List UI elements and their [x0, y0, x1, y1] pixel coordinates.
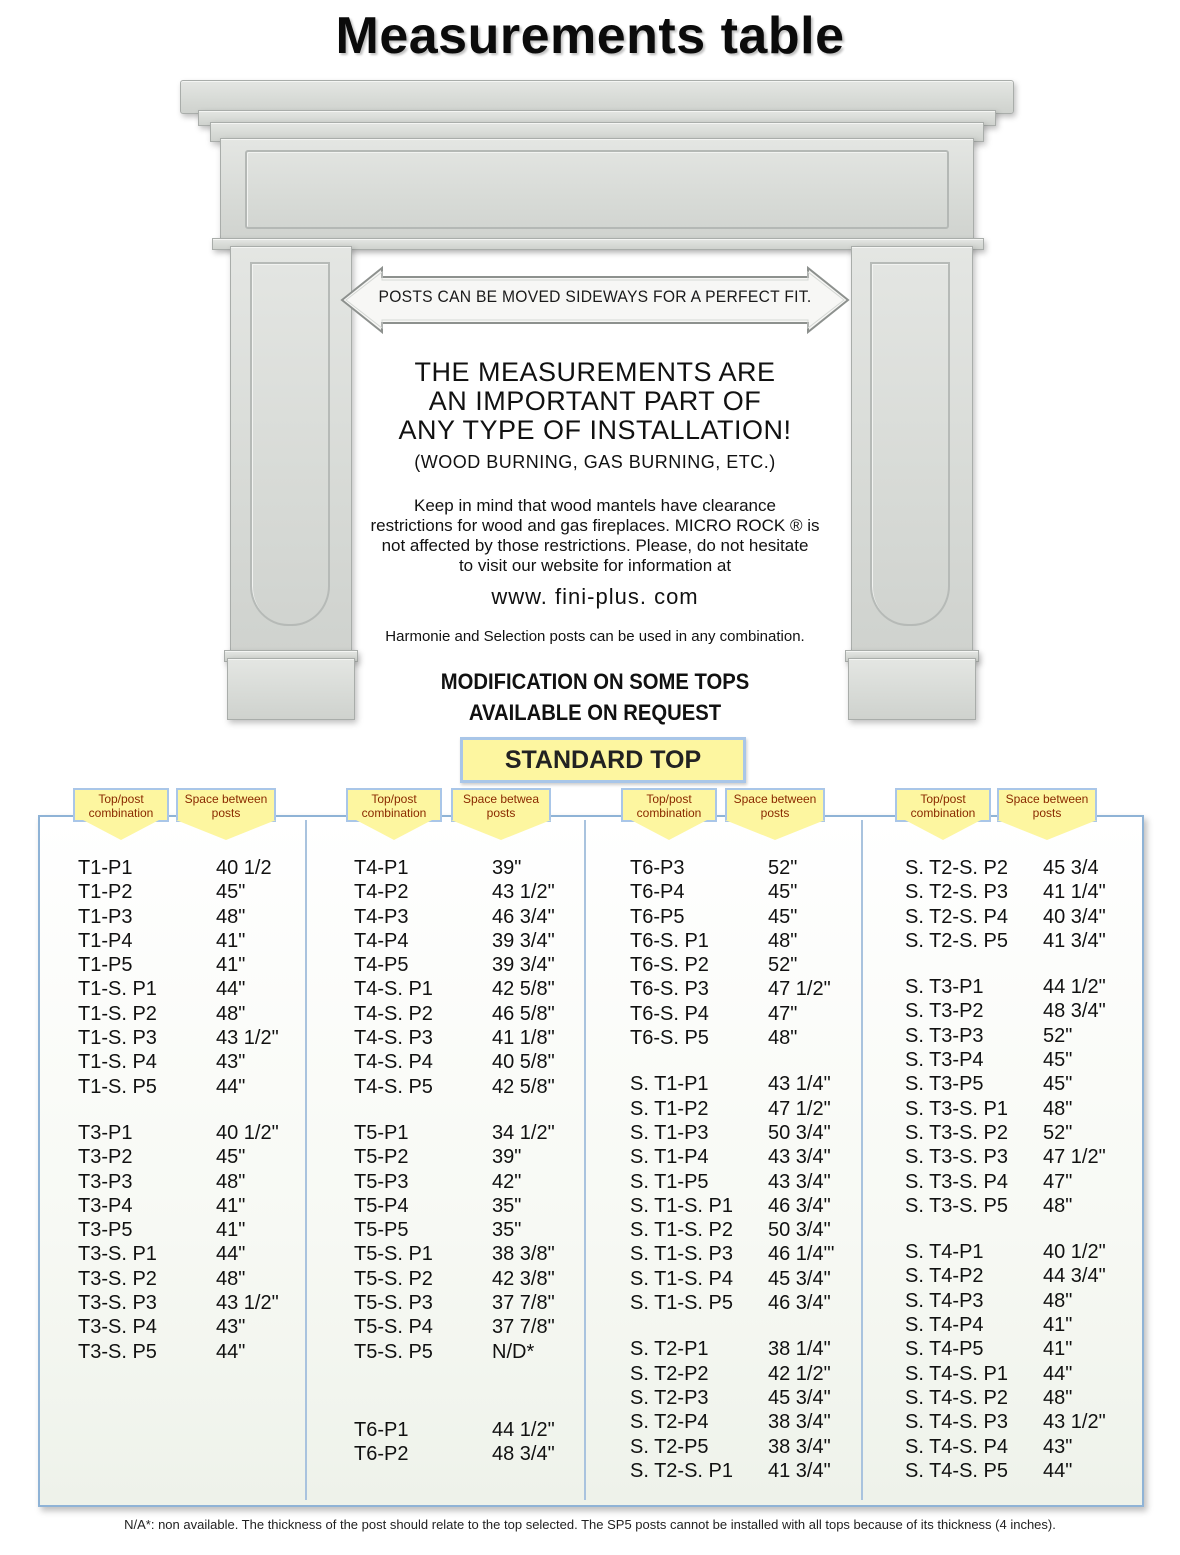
- combination-code: T4-S. P5: [354, 1075, 433, 1098]
- space-value: 48": [216, 1267, 246, 1290]
- clearance-paragraph: [340, 496, 850, 576]
- space-value: 41": [1043, 1314, 1073, 1337]
- double-arrow-banner: [340, 265, 850, 335]
- combination-code: T6-S. P2: [630, 954, 709, 977]
- space-value: 52": [1043, 1121, 1073, 1144]
- combination-code: T4-S. P2: [354, 1002, 433, 1025]
- header-arrow: [631, 820, 707, 840]
- space-value: 37 7/8": [492, 1292, 555, 1315]
- header-space-between: Space between posts: [997, 788, 1097, 822]
- space-value: 41 1/4": [1043, 881, 1106, 904]
- header-space-between: Space between posts: [725, 788, 825, 822]
- header-arrow: [451, 820, 551, 840]
- page-title: Measurements table: [335, 7, 845, 65]
- space-value: 47 1/2": [1043, 1146, 1106, 1169]
- space-value: 48": [1043, 1289, 1073, 1312]
- combination-code: S. T3-S. P3: [905, 1146, 1009, 1169]
- combination-code: T4-P4: [354, 929, 409, 952]
- space-value: 46 5/8": [492, 1002, 555, 1025]
- header-combination: Top/post combination: [73, 788, 169, 822]
- space-value: 41 3/4": [1043, 929, 1106, 952]
- combination-code: T3-P2: [78, 1146, 133, 1169]
- column-divider: [584, 820, 586, 1500]
- space-value: 41 3/4": [768, 1459, 831, 1482]
- combination-code: S. T3-S. P4: [905, 1170, 1009, 1193]
- combination-code: S. T2-S. P1: [630, 1459, 734, 1482]
- space-value: 43 1/2": [492, 881, 555, 904]
- combination-code: S. T2-P1: [630, 1338, 709, 1361]
- space-value: 43": [1043, 1435, 1073, 1458]
- space-value: 45": [1043, 1049, 1073, 1072]
- combination-code: T3-P5: [78, 1219, 133, 1242]
- space-value: 47 1/2": [768, 978, 831, 1001]
- combination-code: S. T1-S. P1: [630, 1194, 734, 1217]
- combination-code: T3-P3: [78, 1170, 133, 1193]
- space-value: 40 5/8": [492, 1051, 555, 1074]
- space-value: 34 1/2": [492, 1121, 555, 1144]
- space-value: 50 3/4": [768, 1219, 831, 1242]
- combination-code: T6-P1: [354, 1418, 409, 1441]
- headline-line: THE MEASUREMENTS ARE: [414, 357, 776, 387]
- combination-code: T1-S. P4: [78, 1051, 157, 1074]
- space-value: 43": [216, 1051, 246, 1074]
- space-value: 42 5/8": [492, 1075, 555, 1098]
- space-value: 48 3/4": [492, 1443, 555, 1466]
- space-value: 45": [768, 905, 798, 928]
- combination-code: T6-S. P3: [630, 978, 709, 1001]
- space-value: 48": [216, 1002, 246, 1025]
- combination-code: S. T3-P2: [905, 1000, 984, 1023]
- combination-code: S. T3-P1: [905, 976, 984, 999]
- header-arrow: [905, 820, 981, 840]
- space-value: 43 1/4": [768, 1073, 831, 1096]
- space-value: 44": [216, 1340, 246, 1363]
- space-value: 44 1/2": [492, 1418, 555, 1441]
- space-value: 42 5/8": [492, 978, 555, 1001]
- space-value: 45 3/4": [768, 1267, 831, 1290]
- combination-code: T6-S. P5: [630, 1027, 709, 1050]
- space-value: 43 3/4": [768, 1170, 831, 1193]
- combination-code: T5-S. P1: [354, 1243, 433, 1266]
- header-space-between: Space betwea posts: [451, 788, 551, 822]
- combination-code: T5-S. P2: [354, 1267, 433, 1290]
- space-value: 39": [492, 857, 522, 879]
- space-value: 45": [768, 881, 798, 904]
- combination-code: T1-S. P2: [78, 1002, 157, 1025]
- space-value: 38 3/8": [492, 1243, 555, 1266]
- footnote: N/A*: non available. The thickness of the post should relate to the top selected. The SP5 posts cannot be installed with all tops because of its thickness (4 inches).: [124, 1517, 1056, 1532]
- column-divider: [861, 820, 863, 1500]
- combination-code: S. T1-P3: [630, 1121, 709, 1144]
- combination-code: T1-S. P3: [78, 1027, 157, 1050]
- combination-code: T1-P4: [78, 929, 133, 952]
- combination-code: T1-P1: [78, 857, 133, 879]
- space-value: 42 1/2": [768, 1362, 831, 1385]
- combination-code: S. T2-P5: [630, 1435, 709, 1458]
- combination-code: S. T2-S. P2: [905, 857, 1009, 879]
- header-combination: Top/post combination: [346, 788, 442, 822]
- headline-line: ANY TYPE OF INSTALLATION!: [398, 415, 792, 445]
- combination-code: T1-P2: [78, 881, 133, 904]
- space-value: 43 3/4": [768, 1146, 831, 1169]
- combination-code: T1-S. P5: [78, 1075, 157, 1098]
- space-value: 44": [216, 1075, 246, 1098]
- space-value: 43": [216, 1316, 246, 1339]
- combination-code: S. T2-S. P3: [905, 881, 1009, 904]
- space-value: 35": [492, 1194, 522, 1217]
- header-arrow: [176, 820, 276, 840]
- frieze-panel: [245, 150, 949, 229]
- combination-code: T4-P5: [354, 954, 409, 977]
- left-post-panel: [250, 262, 330, 626]
- space-value: 41": [216, 929, 246, 952]
- space-value: 35": [492, 1219, 522, 1242]
- combination-code: T5-P4: [354, 1194, 409, 1217]
- space-value: 52": [1043, 1024, 1073, 1047]
- space-value: 39": [492, 1146, 522, 1169]
- combination-code: S. T4-P5: [905, 1338, 984, 1361]
- combination-code: T4-S. P4: [354, 1051, 433, 1074]
- combination-code: S. T2-P4: [630, 1411, 709, 1434]
- space-value: 48": [1043, 1194, 1073, 1217]
- combination-code: S. T4-S. P3: [905, 1411, 1009, 1434]
- combination-code: T1-S. P1: [78, 978, 157, 1001]
- combination-code: S. T4-S. P1: [905, 1362, 1009, 1385]
- combination-code: T3-S. P5: [78, 1340, 157, 1363]
- header-combination: Top/post combination: [621, 788, 717, 822]
- combination-code: T1-P5: [78, 954, 133, 977]
- space-value: 48": [1043, 1097, 1073, 1120]
- combination-code: T5-P1: [354, 1121, 409, 1144]
- column-divider: [305, 820, 307, 1500]
- modification-line: MODIFICATION ON SOME TOPS: [440, 669, 750, 694]
- space-value: 42 3/8": [492, 1267, 555, 1290]
- combination-code: S. T2-P3: [630, 1386, 709, 1409]
- space-value: 43 1/2": [1043, 1411, 1106, 1434]
- space-value: 41": [216, 1194, 246, 1217]
- combination-code: S. T1-P2: [630, 1097, 709, 1120]
- combination-code: T5-P3: [354, 1170, 409, 1193]
- right-post-panel: [870, 262, 950, 626]
- space-value: 48": [216, 905, 246, 928]
- combination-code: S. T4-S. P5: [905, 1459, 1009, 1482]
- space-value: 48": [768, 1027, 798, 1050]
- combination-code: T5-S. P3: [354, 1292, 433, 1315]
- combination-code: S. T3-P4: [905, 1049, 984, 1072]
- space-value: 45": [216, 881, 246, 904]
- combination-code: T3-P4: [78, 1194, 133, 1217]
- space-value: 43 1/2": [216, 1027, 279, 1050]
- standard-top-label: STANDARD TOP: [460, 737, 746, 783]
- combination-code: S. T2-S. P5: [905, 929, 1009, 952]
- combination-code: T6-S. P4: [630, 1002, 709, 1025]
- combination-code: S. T1-P5: [630, 1170, 709, 1193]
- combination-code: S. T1-S. P2: [630, 1219, 734, 1242]
- space-value: 40 1/2: [216, 857, 272, 879]
- combination-code: S. T4-P4: [905, 1314, 984, 1337]
- space-value: 48": [1043, 1386, 1073, 1409]
- space-value: 41": [1043, 1338, 1073, 1361]
- space-value: 48": [768, 929, 798, 952]
- combination-code: S. T4-S. P4: [905, 1435, 1009, 1458]
- space-value: 46 3/4": [768, 1194, 831, 1217]
- space-value: 45 3/4: [1043, 857, 1099, 879]
- combination-code: T4-P3: [354, 905, 409, 928]
- combination-code: S. T1-S. P3: [630, 1243, 734, 1266]
- space-value: 45": [1043, 1073, 1073, 1096]
- combination-code: S. T2-P2: [630, 1362, 709, 1385]
- space-value: 45 3/4": [768, 1386, 831, 1409]
- modification-notice: [360, 666, 829, 728]
- space-value: 44": [216, 1243, 246, 1266]
- combination-code: T4-S. P3: [354, 1027, 433, 1050]
- space-value: 50 3/4": [768, 1121, 831, 1144]
- space-value: 44 1/2": [1043, 976, 1106, 999]
- space-value: 43 1/2": [216, 1292, 279, 1315]
- space-value: 46 1/4"': [768, 1243, 835, 1266]
- headline-sub: (WOOD BURNING, GAS BURNING, ETC.): [414, 452, 776, 472]
- combination-code: T6-P5: [630, 905, 685, 928]
- space-value: 40 1/2": [216, 1121, 279, 1144]
- space-value: 38 3/4": [768, 1411, 831, 1434]
- space-value: 47": [768, 1002, 798, 1025]
- combination-code: S. T1-P4: [630, 1146, 709, 1169]
- space-value: 47": [1043, 1170, 1073, 1193]
- combination-code: S. T1-S. P5: [630, 1292, 734, 1315]
- right-plinth: [848, 658, 976, 720]
- space-value: 52": [768, 954, 798, 977]
- modification-line: AVAILABLE ON REQUEST: [468, 700, 722, 725]
- space-value: 44": [216, 978, 246, 1001]
- combination-code: T3-S. P3: [78, 1292, 157, 1315]
- space-value: 41": [216, 1219, 246, 1242]
- combination-code: S. T2-S. P4: [905, 905, 1009, 928]
- paragraph-line: to visit our website for information at: [458, 556, 732, 575]
- headline-line: AN IMPORTANT PART OF: [428, 386, 762, 416]
- combination-code: T3-S. P1: [78, 1243, 157, 1266]
- combination-code: T6-P3: [630, 857, 685, 879]
- space-value: 40 1/2": [1043, 1241, 1106, 1264]
- combination-code: S. T4-S. P2: [905, 1386, 1009, 1409]
- headline: [340, 358, 850, 445]
- combination-code: S. T3-P5: [905, 1073, 984, 1096]
- combination-code: T5-P5: [354, 1219, 409, 1242]
- space-value: 40 3/4": [1043, 905, 1106, 928]
- combination-code: S. T3-S. P1: [905, 1097, 1009, 1120]
- space-value: 41 1/8": [492, 1027, 555, 1050]
- combination-code: T3-P1: [78, 1121, 133, 1144]
- space-value: 45": [216, 1146, 246, 1169]
- combination-code: S. T3-S. P2: [905, 1121, 1009, 1144]
- combination-code: T4-P1: [354, 857, 409, 879]
- left-plinth: [227, 658, 355, 720]
- combination-code: S. T3-S. P5: [905, 1194, 1009, 1217]
- combination-code: S. T4-P2: [905, 1265, 984, 1288]
- combination-code: T3-S. P4: [78, 1316, 157, 1339]
- website-link[interactable]: www. fini-plus. com: [491, 584, 699, 609]
- space-value: 38 3/4": [768, 1435, 831, 1458]
- space-value: 44": [1043, 1459, 1073, 1482]
- combination-code: T4-P2: [354, 881, 409, 904]
- header-arrow: [725, 820, 825, 840]
- space-value: 48 3/4": [1043, 1000, 1106, 1023]
- space-value: 46 3/4": [492, 905, 555, 928]
- combination-code: T4-S. P1: [354, 978, 433, 1001]
- arrow-label: POSTS CAN BE MOVED SIDEWAYS FOR A PERFECT FIT.: [378, 287, 812, 306]
- space-value: 39 3/4": [492, 954, 555, 977]
- combination-code: S. T3-P3: [905, 1024, 984, 1047]
- combination-code: S. T4-P1: [905, 1241, 984, 1264]
- combination-code: S. T1-S. P4: [630, 1267, 734, 1290]
- mantel-shelf: [180, 80, 1014, 114]
- combination-code: S. T1-P1: [630, 1073, 709, 1096]
- space-value: 41": [216, 954, 246, 977]
- header-arrow: [997, 820, 1097, 840]
- space-value: 44": [1043, 1362, 1073, 1385]
- space-value: 48": [216, 1170, 246, 1193]
- combination-code: T5-S. P5: [354, 1340, 433, 1363]
- combination-code: T3-S. P2: [78, 1267, 157, 1290]
- space-value: 47 1/2": [768, 1097, 831, 1120]
- space-value: 37 7/8": [492, 1316, 555, 1339]
- space-value: 39 3/4": [492, 929, 555, 952]
- combination-code: T6-S. P1: [630, 929, 709, 952]
- combination-code: S. T4-P3: [905, 1289, 984, 1312]
- header-space-between: Space between posts: [176, 788, 276, 822]
- space-value: 42": [492, 1170, 522, 1193]
- header-combination: Top/post combination: [895, 788, 991, 822]
- paragraph-line: Keep in mind that wood mantels have clearance: [414, 496, 776, 515]
- header-arrow: [356, 820, 432, 840]
- space-value: 46 3/4": [768, 1292, 831, 1315]
- combination-code: T6-P2: [354, 1443, 409, 1466]
- combination-code: T1-P3: [78, 905, 133, 928]
- space-value: 44 3/4": [1043, 1265, 1106, 1288]
- combination-code: T5-P2: [354, 1146, 409, 1169]
- combination-code: T5-S. P4: [354, 1316, 433, 1339]
- space-value: 38 1/4": [768, 1338, 831, 1361]
- space-value: 52": [768, 857, 798, 879]
- combination-code: T6-P4: [630, 881, 685, 904]
- header-arrow: [83, 820, 159, 840]
- paragraph-line: not affected by those restrictions. Please, do not hesitate: [381, 536, 809, 555]
- paragraph-line: restrictions for wood and gas fireplaces. MICRO ROCK ® is: [370, 516, 820, 535]
- combination-note: Harmonie and Selection posts can be used in any combination.: [385, 628, 805, 645]
- space-value: N/D*: [492, 1340, 535, 1363]
